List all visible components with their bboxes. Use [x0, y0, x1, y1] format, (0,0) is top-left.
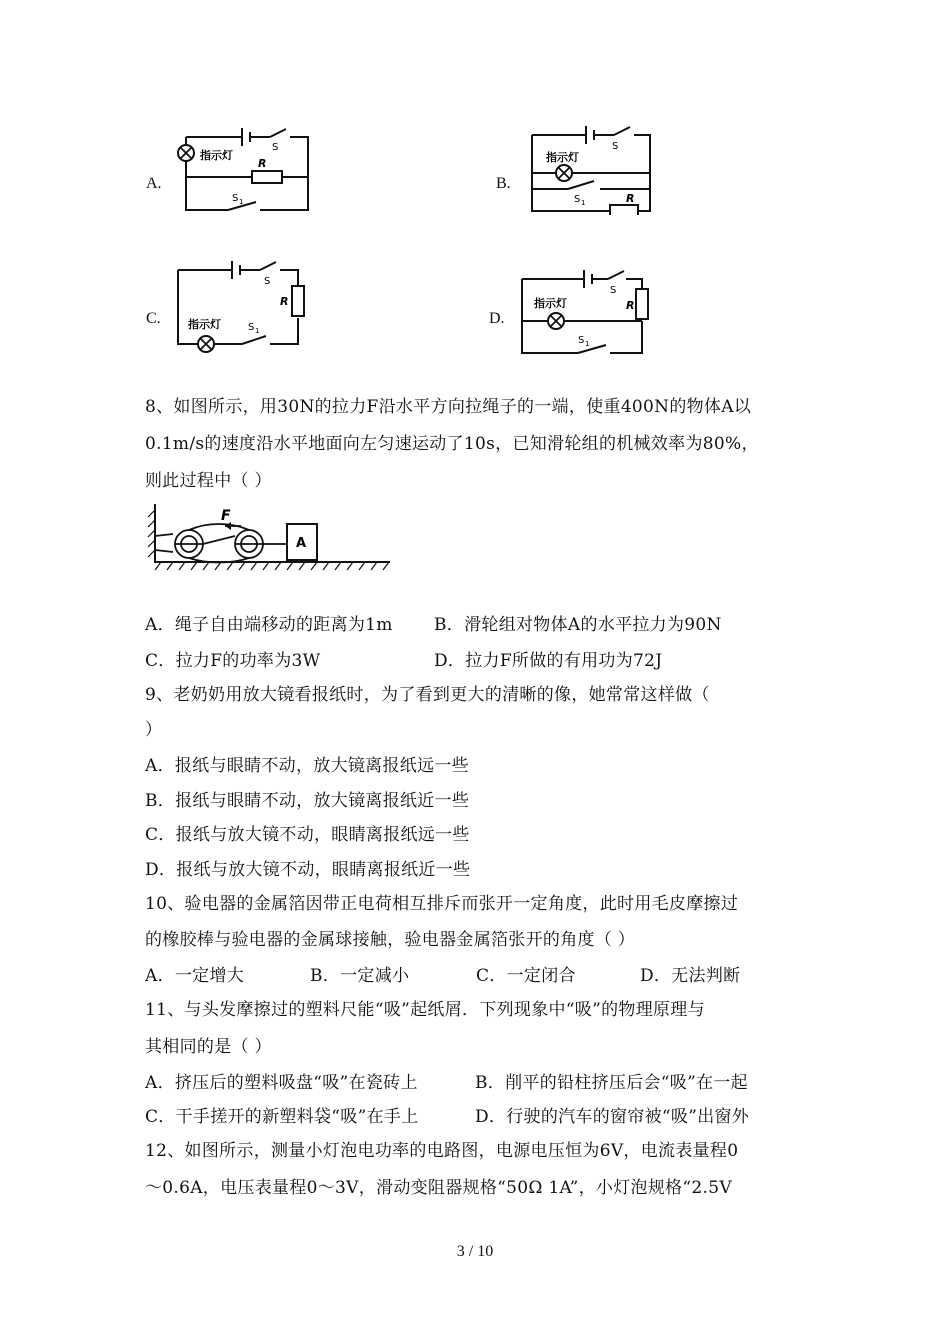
q11-line-1: 11、与头发摩擦过的塑料尺能“吸”起纸屑．下列现象中“吸”的物理原理与 [145, 1000, 705, 1020]
q10-option-a: A．一定增大 [145, 966, 245, 986]
s1-subscript: 1 [585, 340, 590, 348]
s-label: S [612, 141, 619, 152]
lamp-label: 指示灯 [546, 151, 579, 164]
q10-line-2: 的橡胶棒与验电器的金属球接触，验电器金属箔张开的角度（ ） [145, 930, 636, 950]
lamp-icon [178, 145, 194, 161]
s1-label: S [248, 322, 255, 333]
q12-line-2: ～0.6A，电压表量程0～3V，滑动变阻器规格“50Ω 1A”，小灯泡规格“2.5V [145, 1178, 732, 1198]
lamp-icon [532, 165, 650, 181]
r-label: R [626, 192, 635, 205]
q8-option-b: B．滑轮组对物体A的水平拉力为90N [434, 615, 722, 635]
s1-subscript: 1 [255, 327, 260, 335]
q9-option-b: B．报纸与眼睛不动，放大镜离报纸近一些 [145, 791, 470, 811]
s1-label: S [578, 335, 585, 346]
lamp-label: 指示灯 [188, 318, 221, 331]
block-label: A [296, 536, 307, 551]
q9-line-2: ） [145, 720, 163, 740]
q11-line-2: 其相同的是（ ） [145, 1037, 272, 1057]
q11-option-a: A．挤压后的塑料吸盘“吸”在瓷砖上 [145, 1073, 418, 1093]
circuit-diagram-c [170, 258, 310, 358]
circuit-diagram-a [172, 125, 317, 220]
circuit-diagram-d [514, 265, 659, 360]
circuit-diagram-b [522, 125, 657, 215]
q8-option-d: D．拉力F所做的有用功为72J [434, 651, 663, 671]
force-label: F [221, 508, 231, 524]
r-label: R [258, 157, 267, 170]
s-label: S [610, 285, 617, 296]
q9-option-d: D．报纸与放大镜不动，眼睛离报纸近一些 [145, 860, 471, 880]
q10-option-b: B．一定减小 [310, 966, 410, 986]
option-d-label: D. [489, 310, 505, 327]
q8-line-3: 则此过程中（ ） [145, 471, 272, 491]
q8-line-1: 8、如图所示，用30N的拉力F沿水平方向拉绳子的一端，使重400N的物体A以 [145, 397, 752, 417]
r-label: R [626, 299, 635, 312]
q9-option-a: A．报纸与眼睛不动，放大镜离报纸远一些 [145, 756, 469, 776]
s1-subscript: 1 [581, 199, 586, 207]
s-label: S [264, 276, 271, 287]
s-label: S [272, 142, 279, 153]
option-a-label: A. [146, 175, 162, 192]
option-b-label: B. [496, 175, 511, 192]
q10-option-d: D．无法判断 [640, 966, 741, 986]
s1-label: S [574, 194, 581, 205]
page-number: 3 / 10 [456, 1243, 494, 1260]
pulley-figure [145, 500, 395, 578]
lamp-label: 指示灯 [200, 149, 233, 162]
option-c-label: C. [146, 310, 161, 327]
q11-option-c: C．干手搓开的新塑料袋“吸”在手上 [145, 1107, 419, 1127]
lamp-icon [198, 336, 214, 352]
q11-option-d: D．行驶的汽车的窗帘被“吸”出窗外 [475, 1107, 750, 1127]
q10-option-c: C．一定闭合 [476, 966, 576, 986]
r-label: R [280, 295, 289, 308]
s1-label: S [232, 193, 239, 204]
q9-line-1: 9、老奶奶用放大镜看报纸时，为了看到更大的清晰的像，她常常这样做（ [145, 685, 710, 705]
q12-line-1: 12、如图所示，测量小灯泡电功率的电路图，电源电压恒为6V，电流表量程0 [145, 1141, 739, 1161]
q10-line-1: 10、验电器的金属箔因带正电荷相互排斥而张开一定角度，此时用毛皮摩擦过 [145, 894, 739, 914]
q8-option-c: C．拉力F的功率为3W [145, 651, 321, 671]
lamp-icon [548, 313, 564, 329]
lamp-label: 指示灯 [534, 297, 567, 310]
s1-subscript: 1 [239, 198, 244, 206]
q11-option-b: B．削平的铅柱挤压后会“吸”在一起 [475, 1073, 748, 1093]
q9-option-c: C．报纸与放大镜不动，眼睛离报纸远一些 [145, 825, 470, 845]
q8-line-2: 0.1m/s的速度沿水平地面向左匀速运动了10s，已知滑轮组的机械效率为80%， [145, 434, 759, 454]
q8-option-a: A．绳子自由端移动的距离为1m [145, 615, 393, 635]
